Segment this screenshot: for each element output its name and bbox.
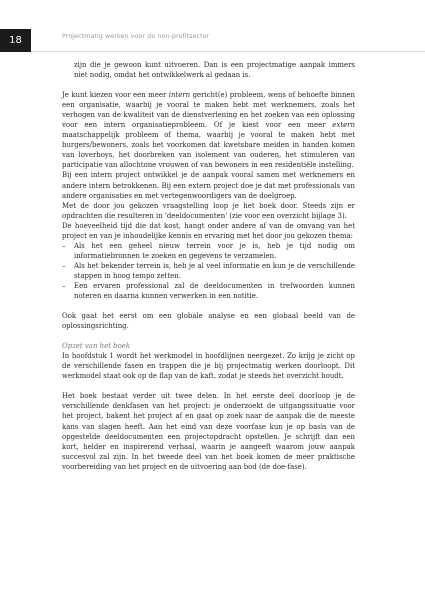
paragraph-globale-analyse: Ook gaat het eerst om een globale analyse en een globaal beeld van de oplossingsrichting. (62, 312, 355, 331)
paragraph-twee-delen: Het boek bestaat verder uit twee delen. In het eerste deel doorloop je de verschillende denkfasen van het project: je onderzoekt de uitgangssituatie voor het project, bakent het project af en gaat op zoek naar de aanpak die de meeste kans van slagen heeft. Aan het eind van deze voorfase kun je op basis van de opgestelde deeldocumenten een projectopdracht opstellen. Je schrijft dan een kort, helder en inspirerend verhaal, waarin je aangeeft waarom jouw aanpak succesvol zal zijn. In het tweede deel van het boek komen de meer praktische voorbereiding van het project en de uitvoering aan bod (de doe-fase). (62, 392, 355, 471)
emphasis-intern: intern (168, 91, 191, 100)
list-item: – Als het bekender terrein is, heb je al veel informatie en kun je de verschillende stappen in hoog tempo zetten. (62, 261, 355, 280)
body-text (62, 60, 355, 472)
paragraph-continuation: zijn die je gewoon kunt uitvoeren. Dan is een projectmatige aanpak immers niet nodig, omdat het ontwikkelwerk al gedaan is. (74, 61, 355, 80)
paragraph-vraagstelling: Met de door jou gekozen vraagstelling loop je het boek door. Steeds zijn er opdrachten die resulteren in 'deeldocumenten' (zie voor een overzicht bijlage 3). (62, 201, 355, 220)
paragraph-intern-project: Bij een intern project ontwikkel je de aanpak vooral samen met werknemers en andere intern betrokkenen. Bij een extern project doe je dat met professionals van andere organisaties en met vertegenwoordigers van de doelgroep. (62, 171, 355, 200)
paragraph-hoeveelheid-tijd: De hoeveelheid tijd die dat kost, hangt onder andere af van de omvang van het project en van je inhoudelijke kennis en ervaring met het door jou gekozen thema: (62, 221, 355, 240)
emphasis-extern: extern (332, 121, 355, 130)
list-item: – Een ervaren professional zal de deeldocumenten in trefwoorden kunnen noteren en daarna kunnen verwerken in een notitie. (62, 281, 355, 301)
list-item: – Als het een geheel nieuw terrein voor je is, heb je tijd nodig om informatiebronnen te zoeken en gegevens te verzamelen. (62, 241, 355, 260)
running-head: Projectmatig werken voor de non-profitsector (62, 33, 210, 40)
page-number: 18 (0, 29, 31, 52)
section-subheading: Opzet van het boek (62, 342, 131, 351)
paragraph-hoofdstuk-1: In hoofdstuk 1 wordt het werkmodel in hoofdlijnen neergezet. Zo krijg je zicht op de verschillende fasen en trappen die je bij projectmatig werken doorloopt. Dit werkmodel staat ook op de flap van de kaft, zodat je steeds het overzicht houdt. (62, 352, 355, 381)
header-rule (31, 51, 425, 52)
paragraph-intern-extern: Je kunt kiezen voor een meer intern gericht(e) probleem, wens of behoefte binnen een organisatie, waarbij je vooral te maken hebt met werknemers, zoals het verhogen van de kwaliteit van de dienstverlening en het zoeken van een oplossing voor een intern organisatieprobleem. Of je kiest voor een meer extern maatschappelijk probleem of thema, waarbij je vooral te maken hebt met burgers/bewoners, zoals het voorkomen dat kwetsbare meiden in handen komen van loverboys, het doorbreken van isolement van ouderen, het stimuleren van participatie van allochtone vrouwen of van bewoners in een residentiële instelling. (62, 91, 355, 170)
